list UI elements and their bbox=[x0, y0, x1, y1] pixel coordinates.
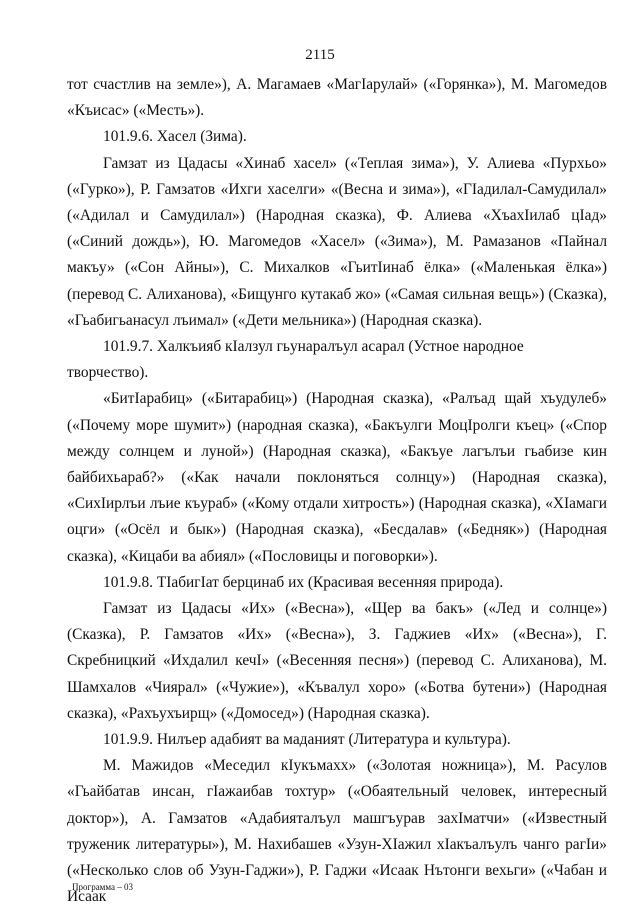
paragraph-zima-list: Гамзат из Цадасы «Хинаб хасел» («Теплая зима»), У. Алиева «Пурхьо» («Гурко»), Р. Гамзатов «Ихги хаселги» «(Весна и зима»), «ГІадилал-Самудилал» («Адилал и Самудилал») (Народная сказка), Ф. Алиева «ХъахІилаб цІад» («Синий дождь»), Ю. Магомедов «Хасел» («Зима»), М. Рамазанов «Пайнал макъу» («Сон Айны»), С. Михалков «ГьитІинаб ёлка» («Маленькая ёлка») (перевод С. Алиханова), «Бищунго кутакаб жо» («Самая сильная вещь») (Сказка), «Гьабигьанасул лъимал» («Дети мельника») (Народная сказка). bbox=[67, 154, 607, 329]
paragraph-continuation: тот счастлив на земле»), А. Магамаев «МагІарулай» («Горянка»), М. Магомедов «Къисас» («Месть»). bbox=[67, 76, 607, 120]
footer-label: Программа – 03 bbox=[72, 882, 134, 892]
document-body bbox=[67, 72, 607, 911]
section-heading-101-9-6: 101.9.6. Хасел (Зима). bbox=[103, 128, 247, 146]
paragraph-literature-list: М. Мажидов «Меседил кІукъмахх» («Золотая ножница»), М. Расулов «Гьайбатав инсан, гІажаибав тохтур» («Обаятельный человек, интересный доктор»), А. Гамзатов «Адабияталъул машгъурав захІматчи» («Известный труженик литературы»), М. Нахибашев «Узун-ХІажил хІакъалъулъ чанго рагІи» («Несколько слов об Узун-Гаджи»), Р. Гаджи «Исаак Нътонги вехьги» («Чабан и Исаак bbox=[67, 757, 607, 906]
section-heading-101-9-7: 101.9.7. Халкъияб кІалзул гьунаралъул асарал (Устное народное творчество). bbox=[67, 338, 524, 382]
section-heading-101-9-9: 101.9.9. Нилъер адабият ва маданият (Литература и культура). bbox=[103, 731, 511, 749]
paragraph-folk-list: «БитІарабиц» («Битарабиц») (Народная сказка), «Ралъад щай хъудулеб» («Почему море шумит») (народная сказка), «Бакъулги МоцІролги къец» («Спор между солнцем и луной») (Народная сказка), «Бакъуе лагълъи гьабизе кин байбихьараб?» («Как начали поклоняться солнцу») (Народная сказка), «СихІирлъи лъие къураб» («Кому отдали хитрость») (Народная сказка), «ХІамаги оцги» («Осёл и бык») (Народная сказка), «Бесдалав» («Бедняк») (Народная сказка), «Кицаби ва абиял» («Пословицы и поговорки»). bbox=[67, 390, 607, 565]
page-number: 2115 bbox=[305, 47, 335, 63]
paragraph-spring-list: Гамзат из Цадасы «Их» («Весна»), «Щер ва бакъ» («Лед и солнце») (Сказка), Р. Гамзатов «Их» («Весна»), З. Гаджиев «Их» («Весна»), Г. Скребницкий «Ихдалил кечІ» («Весенняя песня») (перевод С. Алиханова), М. Шамхалов «Чиярал» («Чужие»), «Къвалул хоро» («Ботва бутени») (Народная сказка), «Рахъухъирщ» («Домосед») (Народная сказка). bbox=[67, 600, 607, 722]
section-heading-101-9-8: 101.9.8. ТІабигІат берцинаб их (Красивая весенняя природа). bbox=[103, 573, 504, 591]
